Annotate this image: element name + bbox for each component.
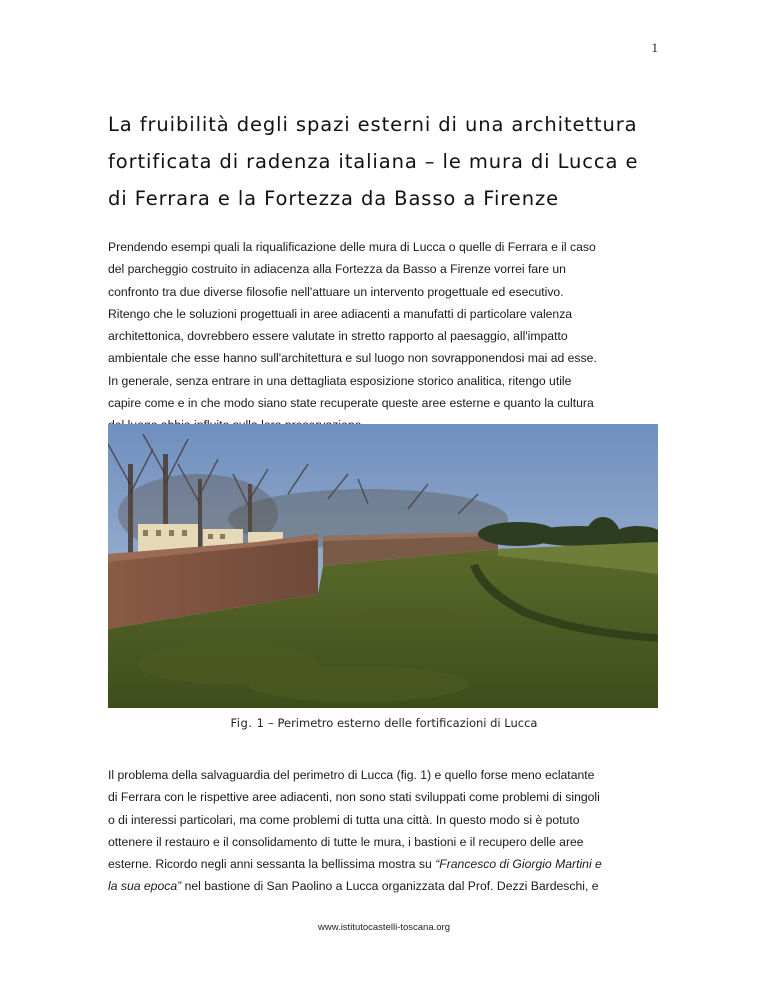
title-line: fortificata di radenza italiana – le mura di Lucca e	[108, 150, 639, 173]
text-line: confronto tra due diverse filosofie nell'attuare un intervento progettuale ed esecutivo.	[108, 284, 564, 299]
text-line: Ritengo che le soluzioni progettuali in aree adiacenti a manufatti di particolare valenza	[108, 306, 573, 321]
exhibition-title: la sua epoca”	[108, 879, 182, 894]
title-line: La fruibilità degli spazi esterni di una architettura	[108, 113, 638, 136]
exhibition-title: “Francesco di Giorgio Martini e	[435, 857, 602, 872]
document-title	[108, 106, 668, 217]
text-line: architettonica, dovrebbero essere valutate in stretto rapporto al paesaggio, all'impatto	[108, 329, 568, 344]
text-line: di Ferrara con le rispettive aree adiacenti, non sono stati sviluppati come problemi di singoli	[108, 790, 600, 805]
text-line: ambientale che esse hanno sull'architettura e sul luogo non sovrapponendosi mai ad esse.	[108, 351, 597, 366]
text-line: o di interessi particolari, ma come problemi di tutta una città. In questo modo si è potuto	[108, 812, 580, 827]
text-line	[108, 875, 663, 897]
text-line: In generale, senza entrare in una dettagliata esposizione storico analitica, ritengo utile	[108, 373, 572, 388]
figure-caption	[0, 716, 768, 730]
text-fragment: nel bastione di San Paolino a Lucca organizzata dal Prof. Dezzi Bardeschi, e	[181, 879, 599, 894]
footer-url: www.istitutocastelli-toscana.org	[318, 922, 450, 933]
text-line: Prendendo esempi quali la riqualificazione delle mura di Lucca o quelle di Ferrara e il caso	[108, 240, 596, 254]
title-line: di Ferrara e la Fortezza da Basso a Firenze	[108, 187, 559, 210]
text-line: ottenere il restauro e il consolidamento di tutte le mura, i bastioni e il recupero delle aree	[108, 834, 584, 849]
intro-paragraph	[108, 236, 663, 437]
page-number: 1	[651, 40, 658, 55]
figure-caption-text: – Perimetro esterno delle fortificazioni di Lucca	[264, 716, 538, 730]
text-fragment: esterne. Ricordo negli anni sessanta la bellissima mostra su	[108, 857, 436, 872]
text-line: del parcheggio costruito in adiacenza alla Fortezza da Basso a Firenze vorrei fare un	[108, 262, 566, 277]
text-line: Il problema della salvaguardia del perimetro di Lucca (fig. 1) e quello forse meno eclatante	[108, 768, 595, 782]
text-line: capire come e in che modo siano state recuperate queste aree esterne e quanto la cultura	[108, 396, 594, 411]
text-line	[108, 853, 663, 875]
figure-label: Fig. 1	[230, 716, 265, 730]
figure-photo-lucca-walls	[108, 424, 658, 708]
body-paragraph	[108, 764, 663, 898]
